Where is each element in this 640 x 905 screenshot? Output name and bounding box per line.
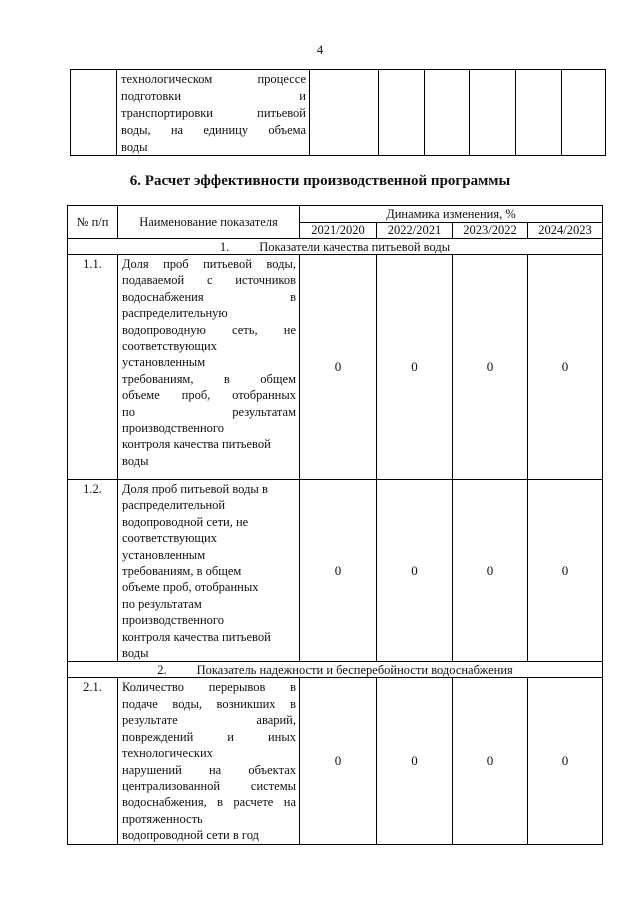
- continuation-value-cell: [562, 70, 606, 156]
- row-value: 0: [453, 480, 528, 662]
- row-value: 0: [377, 255, 453, 480]
- table-row: [68, 255, 603, 480]
- section-heading: [68, 239, 603, 255]
- continuation-name-cell: [117, 70, 310, 156]
- section-row: [68, 662, 603, 678]
- row-name-line: повреждений и иных: [122, 729, 296, 744]
- row-name-line: протяженность: [122, 811, 203, 826]
- row-name: [118, 255, 300, 480]
- row-name-line: установленным: [122, 547, 206, 562]
- row-name-line: соответствующих: [122, 339, 217, 354]
- row-name-line: водопроводной сети, не: [122, 514, 249, 529]
- section-heading: [68, 662, 603, 678]
- continuation-name-line: воды, на единицу объема: [121, 123, 306, 137]
- row-name-line: требованиям, в общем: [122, 371, 296, 386]
- section-title: 6. Расчет эффективности производственной программы: [129, 173, 511, 189]
- row-name-line: результате аварий,: [122, 713, 296, 728]
- efficiency-table: [67, 205, 603, 845]
- row-name-line: установленным: [122, 355, 206, 370]
- row-value: 0: [528, 255, 603, 480]
- row-name: [118, 480, 300, 662]
- row-name-line: по результатам: [122, 404, 296, 419]
- row-value: 0: [453, 255, 528, 480]
- row-value: 0: [528, 678, 603, 844]
- row-number: 1.1.: [68, 255, 118, 480]
- row-value: 0: [300, 255, 377, 480]
- row-name-line: Доля проб питьевой воды в: [122, 482, 268, 496]
- row-name-line: Количество перерывов в: [122, 680, 296, 695]
- row-name-line: соответствующих: [122, 531, 217, 546]
- col-header-num: № п/п: [68, 206, 118, 239]
- continuation-name-line: воды: [121, 140, 148, 154]
- continuation-value-cell: [425, 70, 470, 156]
- col-header-year: 2024/2023: [528, 223, 603, 239]
- row-name-line: водопроводной сети в год: [122, 828, 259, 843]
- row-value: 0: [300, 678, 377, 844]
- row-name-line: распределительную: [122, 306, 228, 321]
- row-name-line: производственного: [122, 613, 224, 628]
- row-name-line: требованиям, в общем: [122, 564, 242, 579]
- col-header-dynamics: Динамика изменения, %: [300, 206, 603, 223]
- row-name-line: по результатам: [122, 596, 202, 611]
- col-header-name: Наименование показателя: [118, 206, 300, 239]
- row-value: 0: [528, 480, 603, 662]
- continuation-value-cell: [516, 70, 562, 156]
- row-name-line: централизованной системы: [122, 778, 296, 793]
- row-name-line: нарушений на объектах: [122, 762, 296, 777]
- row-name-line: воды: [122, 453, 149, 468]
- row-name-line: объеме проб, отобранных: [122, 580, 259, 595]
- table-row: [68, 480, 603, 662]
- continuation-value-cell: [310, 70, 379, 156]
- section-title-text: Показатель надежности и бесперебойности водоснабжения: [196, 662, 513, 677]
- row-name-line: объеме проб, отобранных: [122, 388, 296, 403]
- row-name: [118, 678, 300, 844]
- col-header-year: 2023/2022: [453, 223, 528, 239]
- continuation-value-cell: [379, 70, 425, 156]
- table-row: [68, 678, 603, 844]
- row-name-line: технологических: [122, 746, 213, 761]
- row-name-line: распределительной: [122, 498, 226, 513]
- continuation-table: [70, 69, 606, 156]
- row-name-line: контроля качества питьевой: [122, 629, 271, 644]
- row-name-line: производственного: [122, 421, 224, 436]
- row-name-line: подаваемой с источников: [122, 273, 296, 288]
- row-value: 0: [377, 678, 453, 844]
- row-number: 1.2.: [68, 480, 118, 662]
- row-value: 0: [453, 678, 528, 844]
- section-title-text: Показатели качества питьевой воды: [259, 239, 451, 254]
- row-name-line: контроля качества питьевой: [122, 437, 271, 452]
- row-name-line: воды: [122, 646, 149, 661]
- continuation-value-cell: [470, 70, 516, 156]
- continuation-name-line: технологическом процессе: [121, 72, 306, 86]
- col-header-year: 2022/2021: [377, 223, 453, 239]
- continuation-name-line: транспортировки питьевой: [121, 106, 306, 120]
- row-value: 0: [377, 480, 453, 662]
- row-number: 2.1.: [68, 678, 118, 844]
- section-number: 1.: [219, 239, 230, 254]
- col-header-year: 2021/2020: [300, 223, 377, 239]
- row-name-line: водоснабжения в: [122, 289, 296, 304]
- row-name-line: подаче воды, возникших в: [122, 696, 296, 711]
- row-name-line: водоснабжения, в расчете на: [122, 795, 296, 810]
- section-row: [68, 239, 603, 255]
- continuation-name-line: подготовки и: [121, 89, 306, 103]
- continuation-num-cell: [71, 70, 117, 156]
- page-number: 4: [316, 42, 324, 57]
- row-value: 0: [300, 480, 377, 662]
- row-name-line: Доля проб питьевой воды,: [122, 257, 296, 271]
- row-name-line: водопроводную сеть, не: [122, 322, 296, 337]
- section-number: 2.: [157, 662, 167, 677]
